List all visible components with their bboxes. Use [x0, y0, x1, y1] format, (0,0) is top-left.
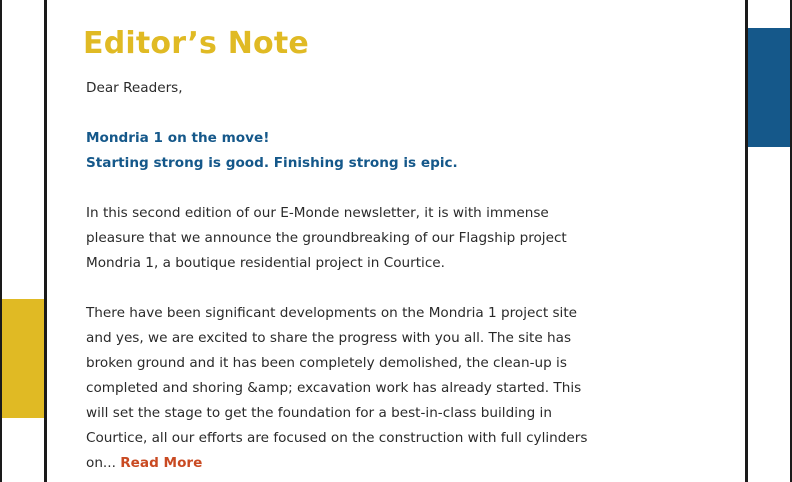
paragraph-2-line-7: on... [86, 455, 121, 471]
yellow-accent-block [2, 299, 44, 418]
highlight-line-1: Mondria 1 on the move! [86, 130, 270, 146]
paragraph-1-line-2: pleasure that we announce the groundbreaking of our Flagship project [86, 230, 567, 246]
blue-accent-block [748, 28, 790, 147]
paragraph-2 [86, 301, 623, 476]
paragraph-2-line-6: Courtice, all our efforts are focused on the construction with full cylinders [86, 430, 588, 446]
paragraph-1-line-1: In this second edition of our E-Monde newsletter, it is with immense [86, 205, 549, 221]
paragraph-1 [86, 201, 623, 276]
greeting: Dear Readers, [86, 80, 183, 96]
highlight-text [86, 126, 623, 176]
paragraph-2-line-2: and yes, we are excited to share the progress with you all. The site has [86, 330, 572, 346]
paragraph-2-line-3: broken ground and it has been completely demolished, the clean-up is [86, 355, 567, 371]
page-title: Editor’s Note [83, 26, 309, 61]
paragraph-1-line-3: Mondria 1, a boutique residential project in Courtice. [86, 255, 445, 271]
read-more-link[interactable]: Read More [120, 455, 203, 471]
article-body [86, 76, 623, 476]
editors-note-article [83, 22, 623, 476]
paragraph-2-line-4: completed and shoring &amp; excavation work has already started. This [86, 380, 582, 396]
highlight-line-2: Starting strong is good. Finishing strong is epic. [86, 155, 458, 171]
paragraph-2-line-5: will set the stage to get the foundation for a best-in-class building in [86, 405, 552, 421]
paragraph-2-line-1: There have been significant developments on the Mondria 1 project site [86, 305, 578, 321]
frame-left-inner-line [44, 0, 47, 482]
